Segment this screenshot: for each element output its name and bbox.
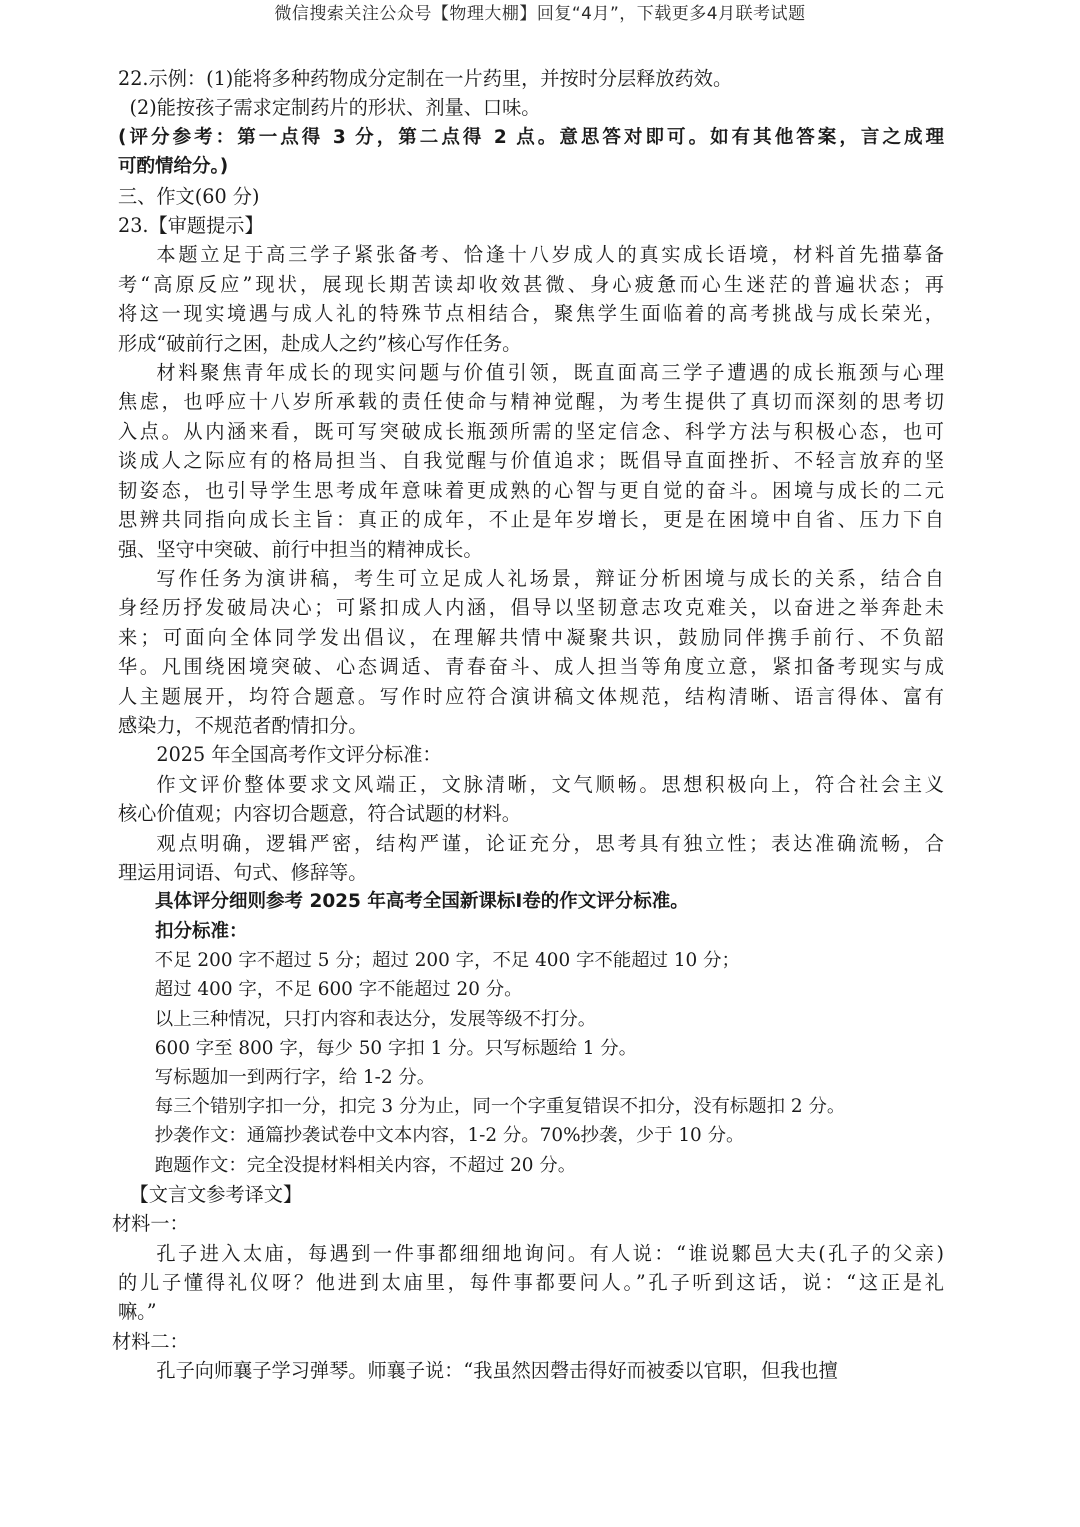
paragraph-line: 强、坚守中突破、前行中担当的精神成长。 [118,537,483,561]
paragraph-line: 的儿子懂得礼仪呀？他进到太庙里，每件事都要问人。”孔子听到这话，说：“这正是礼 [118,1271,944,1295]
paragraph-line: 入点。从内涵来看，既可写突破成长瓶颈所需的坚定信念、科学方法与积极心态，也可 [118,419,944,443]
deduction-item: 不足 200 字不超过 5 分；超过 200 字，不足 400 字不能超过 10 分； [154,950,740,972]
paragraph-line: 作文评价整体要求文风端正，文脉清晰，文气顺畅。思想积极向上，符合社会主义 [156,772,944,796]
paragraph-line: 身经历抒发破局决心；可紧扣成人内涵，倡导以坚韧意志攻克难关，以奋进之举奔赴未 [118,596,944,620]
q23-paragraph-1 [118,240,944,358]
scoring-standard-paragraph-1 [118,770,944,829]
paragraph-line: 形成“破前行之困，赴成人之约”核心写作任务。 [118,331,522,355]
paragraph-line: 孔子进入太庙，每遇到一件事都细细地询问。有人说：“谁说鄹邑大夫(孔子的父亲) [156,1241,944,1265]
deduction-item: 以上三种情况，只打内容和表达分，发展等级不打分。 [154,1008,597,1030]
detail-reference: 具体评分细则参考 2025 年高考全国新课标Ⅰ卷的作文评分标准。 [155,891,689,913]
paragraph-line: 焦虑，也呼应十八岁所承载的责任使命与精神觉醒，为考生提供了真切而深刻的思考切 [118,390,944,414]
deduction-item: 写标题加一到两行字，给 1-2 分。 [154,1067,436,1088]
paragraph-line: 考“高原反应”现状，展现长期苦读却收效甚微、身心疲惫而心生迷茫的普遍状态；再 [118,272,944,296]
deduction-item: 跑题作文：完全没提材料相关内容，不超过 20 分。 [154,1154,577,1176]
paragraph-line: 理运用词语、句式、修辞等。 [118,860,368,884]
q23-paragraph-2 [118,358,944,564]
paragraph-line: 观点明确，逻辑严密，结构严谨，论证充分，思考具有独立性；表达准确流畅，合 [156,831,944,855]
q23-paragraph-3 [118,564,944,740]
deduction-item: 每三个错别字扣一分，扣完 3 分为止，同一个字重复错误不扣分，没有标题扣 2 分。 [154,1096,846,1118]
deduction-title: 扣分标准： [155,920,248,942]
q22-score-note-1: (评分参考：第一点得 3 分，第二点得 2 点。意思答对即可。如有其他答案，言之成理 [118,126,944,148]
paragraph-line: 将这一现实境遇与成人礼的特殊节点相结合，聚焦学生面临着的高考挑战与成长荣光， [118,302,944,326]
scoring-standard-title: 2025 年全国高考作文评分标准： [156,743,442,767]
material-2-text [118,1356,944,1385]
paragraph-line: 华。凡围绕困境突破、心态调适、青春奋斗、成人担当等角度立意，紧扣备考现实与成 [118,655,944,679]
paragraph-line: 来；可面向全体同学发出倡议，在理解共情中凝聚共识，鼓励同伴携手前行、不负韶 [118,625,944,649]
material-2-label: 材料二： [112,1329,189,1353]
q22-score-note-2: 可酌情给分。) [118,156,229,178]
section-3-title: 三、作文(60 分) [118,184,260,208]
q22-line-2: (2)能按孩子需求定制药片的形状、剂量、口味。 [129,96,541,120]
material-1-label: 材料一： [112,1212,189,1236]
paragraph-line: 韧姿态，也引导学生思考成年意味着更成熟的心智与更自觉的奋斗。困境与成长的二元 [118,478,944,502]
material-1-text [118,1239,944,1327]
deduction-item: 超过 400 字，不足 600 字不能超过 20 分。 [154,979,523,1001]
paragraph-line: 材料聚焦青年成长的现实问题与价值引领，既直面高三学子遭遇的成长瓶颈与心理 [156,361,944,385]
deduction-item: 600 字至 800 字，每少 50 字扣 1 分。只写标题给 1 分。 [154,1037,638,1059]
paragraph-line: 核心价值观；内容切合题意，符合试题的材料。 [118,802,521,826]
deduction-item: 抄袭作文：通篇抄袭试卷中文本内容，1-2 分。70%抄袭，少于 10 分。 [154,1125,745,1147]
paragraph-line: 谈成人之际应有的格局担当、自我觉醒与价值追求；既倡导直面挫折、不轻言放弃的坚 [118,449,944,473]
translation-title: 【文言文参考译文】 [129,1182,303,1206]
paragraph-line: 人主题展开，均符合题意。写作时应符合演讲稿文体规范，结构清晰、语言得体、富有 [118,684,944,708]
paragraph-line: 孔子向师襄子学习弹琴。师襄子说：“我虽然因磬击得好而被委以官职，但我也擅 [156,1359,838,1383]
paragraph-line: 感染力，不规范者酌情扣分。 [118,713,368,737]
paragraph-line: 思辨共同指向成长主旨：真正的成年，不止是年岁增长，更是在困境中自省、压力下自 [118,508,944,532]
paragraph-line: 嘛。” [118,1300,157,1324]
deduction-list [118,946,944,1180]
q22-line-1: 22.示例：(1)能将多种药物成分定制在一片药里，并按时分层释放药效。 [118,67,733,90]
q23-heading: 23.【审题提示】 [118,214,264,238]
paragraph-line: 本题立足于高三学子紧张备考、恰逢十八岁成人的真实成长语境，材料首先描摹备 [156,243,944,267]
header-watermark: 微信搜索关注公众号【物理大棚】回复“4月”，下载更多4月联考试题 [274,4,806,24]
scoring-standard-paragraph-2 [118,829,944,888]
paragraph-line: 写作任务为演讲稿，考生可立足成人礼场景，辩证分析困境与成长的关系，结合自 [156,566,944,590]
document-page [112,64,944,1386]
